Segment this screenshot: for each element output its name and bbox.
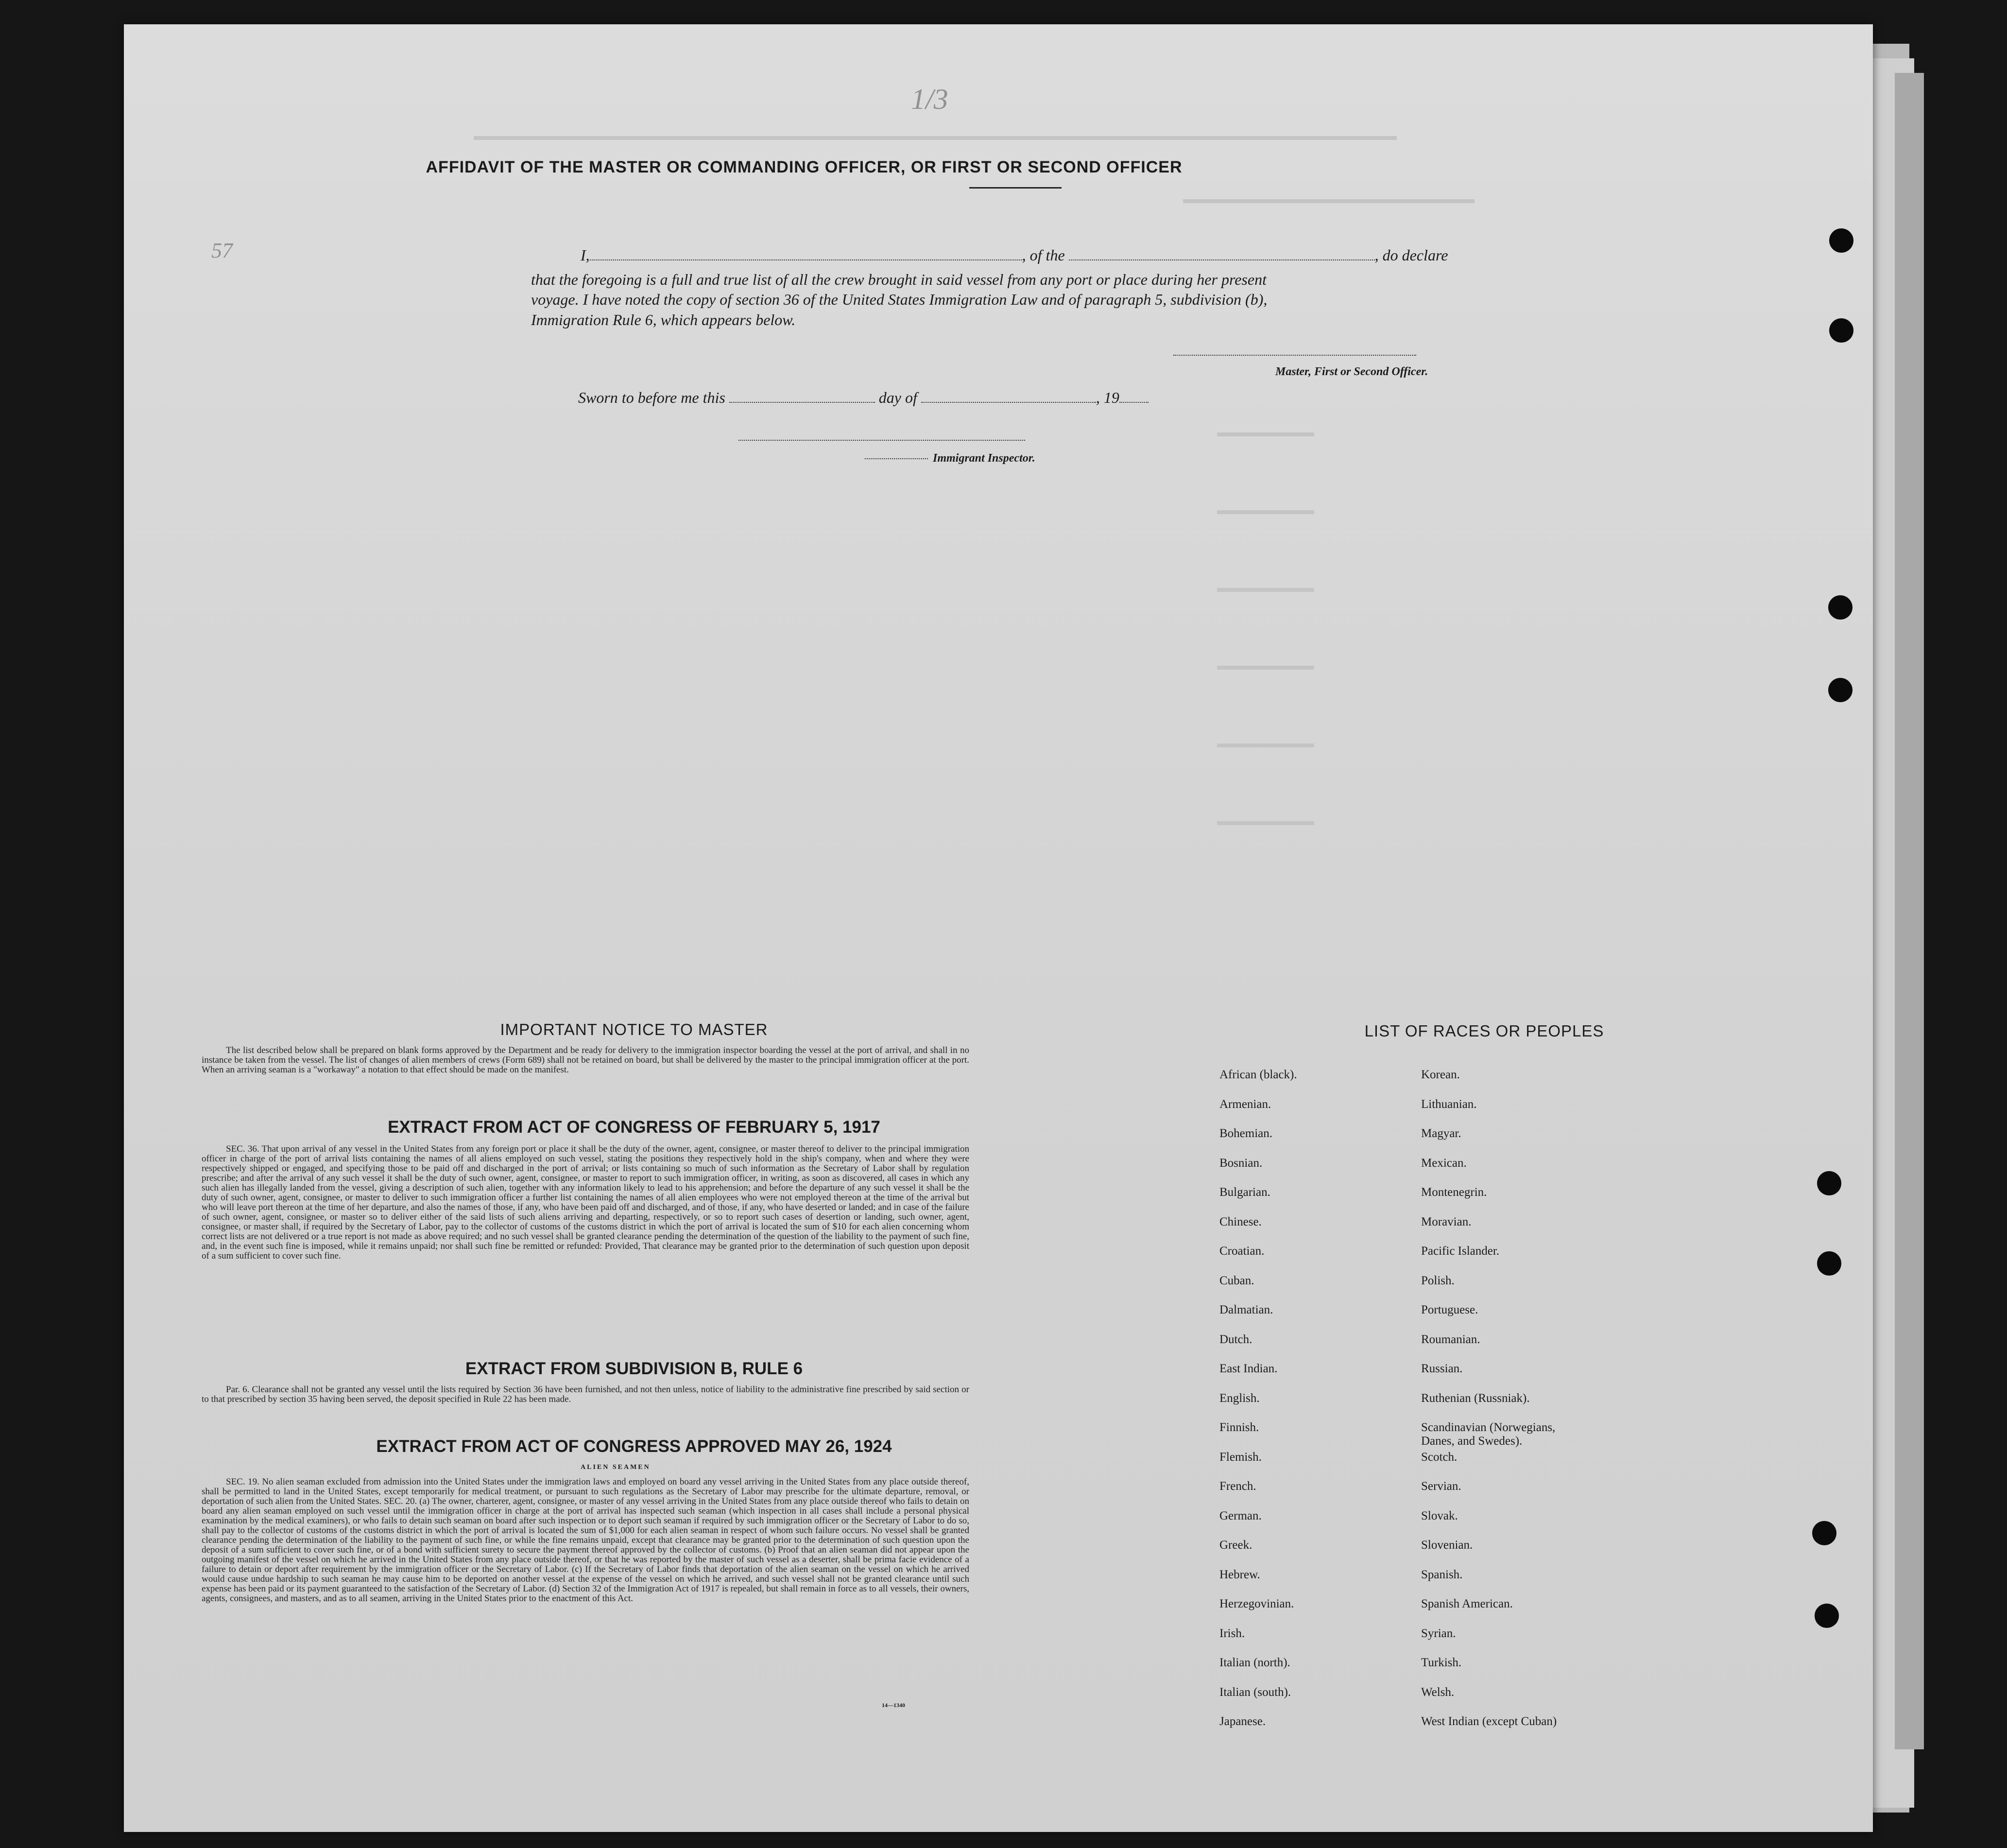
- punch-hole: [1828, 678, 1853, 702]
- race-item: English.: [1219, 1391, 1260, 1405]
- race-item: Servian.: [1421, 1480, 1461, 1493]
- race-item: Italian (north).: [1219, 1656, 1290, 1669]
- notice-title: IMPORTANT NOTICE TO MASTER: [500, 1020, 768, 1038]
- document-page: [124, 24, 1873, 1832]
- race-item: Lithuanian.: [1421, 1097, 1477, 1111]
- extract-1924-text: SEC. 19. No alien seaman excluded from admission into the United States under the immigration laws and employed on board any vessel arriving in the United States from any place outside thereof, shall be permitted to land in the United States, except temporarily for medical treatment, or pursuant to such regulations as the Secretary of Labor may prescribe for the ultimate departure, removal, or deportation of such alien from the United States. SEC. 20. (a) The owner, charterer, agent, consignee, or master of any vessel arriving in the United States from any place outside thereof who fails to detain on board any alien seaman employed on such vessel until the immigration officer in charge at the port of arrival has inspected such seaman (which inspection in all cases shall include a personal physical examination by the medical examiners), or who fails to detain such seaman on board after such inspection or to deport such seaman if required by such immigration officer or the Secretary of Labor to do so, shall pay to the collector of customs of the customs district in which the port of arrival is located the sum of $1,000 for each alien seaman in respect of whom such failure occurs. No vessel shall be granted clearance pending the determination of the liability to the payment of such fine, or while the fine remains unpaid, except that clearance may be granted prior to the determination of such question upon the deposit of a sum sufficient to cover such fine, or of a bond with sufficient surety to secure the payment thereof approved by the collector of customs. (b) Proof that an alien seaman did not appear upon the outgoing manifest of the vessel on which he arrived in the United States from any place outside thereof, or that he was reported by the master of such vessel as a deserter, shall be prima facie evidence of a failure to detain or deport after requirement by the immigration officer or the Secretary of Labor. (c) If the Secretary of Labor finds that deportation of the alien seaman on the vessel on which he arrived would cause undue hardship to such seaman he may cause him to be deported on another vessel at the expense of the vessel on which he arrived, and such vessel shall not be granted clearance until such expense has been paid or its payment guaranteed to the satisfaction of the Secretary of Labor. (d) Section 32 of the Immigration Act of 1917 is repealed, but shall remain in force as to all vessels, their owners, agents, consignees, and masters, and as to all seamen, arriving in the United States prior to the enactment of this Act.: [202, 1477, 969, 1604]
- bleed-mark: [1217, 666, 1314, 670]
- sworn-month-field[interactable]: [921, 391, 1096, 403]
- race-item: Syrian.: [1421, 1626, 1456, 1640]
- race-item: Spanish American.: [1421, 1597, 1513, 1610]
- extract-1924-title: EXTRACT FROM ACT OF CONGRESS APPROVED MAY 26, 1924: [376, 1437, 892, 1456]
- race-item: Finnish.: [1219, 1421, 1259, 1434]
- bleed-mark: [1217, 821, 1314, 825]
- race-item: Dutch.: [1219, 1332, 1252, 1346]
- race-item: African (black).: [1219, 1068, 1297, 1081]
- race-item: Pacific Islander.: [1421, 1244, 1500, 1258]
- title-rule: [969, 187, 1062, 189]
- bleed-mark: [474, 136, 1397, 140]
- race-item: Greek.: [1219, 1538, 1252, 1552]
- race-item: West Indian (except Cuban): [1421, 1715, 1557, 1728]
- extract-rule6-title: EXTRACT FROM SUBDIVISION B, RULE 6: [465, 1359, 803, 1378]
- affidavit-line-3: voyage. I have noted the copy of section 36 of the United States Immigration Law and of paragraph 5, subdivision (b),: [531, 291, 1268, 308]
- race-item: French.: [1219, 1480, 1256, 1493]
- bleed-mark: [1217, 588, 1314, 592]
- punch-hole: [1817, 1171, 1841, 1195]
- race-item: Italian (south).: [1219, 1685, 1291, 1699]
- affidavit-line-1: I, , of the , do declare: [581, 246, 1448, 264]
- bleed-mark: [1217, 510, 1314, 514]
- affidavit-line-2: that the foregoing is a full and true list of all the crew brought in said vessel from any port or place during her present: [531, 271, 1267, 288]
- race-item: Bohemian.: [1219, 1127, 1273, 1140]
- punch-hole: [1829, 318, 1853, 343]
- extract-1917-title: EXTRACT FROM ACT OF CONGRESS OF FEBRUARY 5, 1917: [388, 1118, 880, 1137]
- race-item: Montenegrin.: [1421, 1186, 1487, 1199]
- bleed-mark: [1217, 432, 1314, 436]
- race-item: Welsh.: [1421, 1685, 1455, 1699]
- handwritten-number: 1/3: [911, 83, 948, 115]
- sworn-year-field[interactable]: [1119, 391, 1149, 403]
- races-column-left: [1219, 1068, 1297, 1744]
- extract-rule6-text: Par. 6. Clearance shall not be granted any vessel until the lists required by Section 36 have been furnished, and not then unless, notice of liability to the administrative fine prescribed by said section or to that prescribed by section 35 having been served, the deposit specified in Rule 22 has been made.: [202, 1384, 969, 1404]
- race-item: Ruthenian (Russniak).: [1421, 1391, 1530, 1405]
- notice-text: The list described below shall be prepared on blank forms approved by the Department and be ready for delivery to the immigration inspector boarding the vessel at the port of arrival, and shall in no instance be taken from the vessel. The list of changes of alien members of crews (Form 689) shall not be retained on board, but shall be delivered by the master to the principal immigration officer at the port. When an arriving seaman is a "workaway" a notation to that effect should be made on the manifest.: [202, 1045, 969, 1075]
- master-label: Master, First or Second Officer.: [1275, 365, 1428, 378]
- race-item: Flemish.: [1219, 1450, 1262, 1464]
- race-item: German.: [1219, 1509, 1262, 1522]
- vessel-name-field[interactable]: [1069, 249, 1375, 260]
- bleed-mark: [1183, 199, 1475, 203]
- master-signature-line[interactable]: [1173, 355, 1416, 356]
- affidavit-line-4: Immigration Rule 6, which appears below.: [531, 311, 796, 328]
- race-item: Russian.: [1421, 1362, 1463, 1375]
- race-item: Portuguese.: [1421, 1303, 1478, 1316]
- margin-number: 57: [211, 239, 233, 262]
- race-item: Chinese.: [1219, 1215, 1262, 1228]
- affidavit-title: AFFIDAVIT OF THE MASTER OR COMMANDING OFFICER, OR FIRST OR SECOND OFFICER: [426, 158, 1183, 176]
- punch-hole: [1815, 1604, 1839, 1628]
- race-item: East Indian.: [1219, 1362, 1278, 1375]
- races-title: LIST OF RACES OR PEOPLES: [1364, 1022, 1604, 1040]
- inspector-label: Immigrant Inspector.: [933, 452, 1035, 465]
- punch-hole: [1829, 228, 1853, 253]
- race-item: Polish.: [1421, 1274, 1455, 1287]
- race-item: Croatian.: [1219, 1244, 1265, 1258]
- master-name-field[interactable]: [590, 249, 1022, 260]
- bleed-mark: [1217, 743, 1314, 747]
- race-item: Spanish.: [1421, 1568, 1463, 1581]
- race-item: Hebrew.: [1219, 1568, 1260, 1581]
- race-item: Magyar.: [1421, 1127, 1461, 1140]
- race-item: Irish.: [1219, 1626, 1245, 1640]
- race-item: Dalmatian.: [1219, 1303, 1273, 1316]
- race-item: Scotch.: [1421, 1450, 1458, 1464]
- alien-seamen-subtitle: ALIEN SEAMEN: [581, 1464, 651, 1471]
- stack-edge: [1895, 73, 1924, 1749]
- punch-hole: [1812, 1521, 1836, 1545]
- race-item: Japanese.: [1219, 1715, 1266, 1728]
- race-item: Mexican.: [1421, 1156, 1467, 1170]
- race-item: Roumanian.: [1421, 1332, 1480, 1346]
- sworn-day-field[interactable]: [729, 391, 875, 403]
- race-item: Slovak.: [1421, 1509, 1458, 1522]
- race-item: Moravian.: [1421, 1215, 1472, 1228]
- form-number: 14—1340: [882, 1702, 905, 1709]
- race-item: Armenian.: [1219, 1097, 1271, 1111]
- race-item: Turkish.: [1421, 1656, 1462, 1669]
- race-item: Bosnian.: [1219, 1156, 1263, 1170]
- races-column-right: [1421, 1068, 1557, 1744]
- race-item: Scandinavian (Norwegians, Danes, and Swedes).: [1421, 1421, 1556, 1448]
- race-item: Herzegovinian.: [1219, 1597, 1294, 1610]
- race-item: Korean.: [1421, 1068, 1460, 1081]
- inspector-dots: [865, 458, 928, 459]
- race-item: Slovenian.: [1421, 1538, 1473, 1552]
- inspector-signature-line[interactable]: [738, 440, 1025, 441]
- punch-hole: [1828, 595, 1853, 620]
- race-item: Cuban.: [1219, 1274, 1254, 1287]
- extract-1917-text: SEC. 36. That upon arrival of any vessel in the United States from any foreign port or place it shall be the duty of the owner, agent, consignee, or master thereof to deliver to the principal immigration officer in charge of the port of arrival lists containing the names of all aliens employed on such vessel, stating the positions they respectively hold in the ship's company, when and where they were respectively shipped or engaged, and specifying those to be paid off and discharged in the port of arrival; or lists containing so much of such information as the Secretary of Labor shall by regulation prescribe; and after the arrival of any such vessel it shall be the duty of such owner, agent, consignee, or master to report to such immigration officer, in writing, as soon as discovered, all cases in which any such alien has illegally landed from the vessel, giving a description of such alien, together with any information likely to lead to his apprehension; and before the departure of any such vessel it shall be the duty of such owner, agent, consignee, or master to deliver to such immigration officer a further list containing the names of all alien employees who were not employed thereon at the time of the arrival but who will leave port thereon at the time of her departure, and also the names of those, if any, who have been paid off and discharged, and of those, if any, who have deserted or landed; and in case of the failure of such owner, agent, consignee, or master so to deliver either of the said lists of such aliens arriving and departing, respectively, or so to report such cases of desertion or landing, such owner, agent, consignee, or master shall, if required by the Secretary of Labor, pay to the collector of customs of the customs district in which the port of arrival is located the sum of $10 for each alien concerning whom correct lists are not delivered or a true report is not made as above required; and no such vessel shall be granted clearance pending the determination of the question of the liability to the payment of such fine, and, in the event such fine is imposed, while it remains unpaid; nor shall such fine be remitted or refunded: Provided, That clearance may be granted prior to the determination of such question upon deposit of a sum sufficient to cover such fine.: [202, 1144, 969, 1261]
- sworn-line: Sworn to before me this day of , 19: [578, 389, 1149, 407]
- punch-hole: [1817, 1251, 1841, 1276]
- race-item: Bulgarian.: [1219, 1186, 1270, 1199]
